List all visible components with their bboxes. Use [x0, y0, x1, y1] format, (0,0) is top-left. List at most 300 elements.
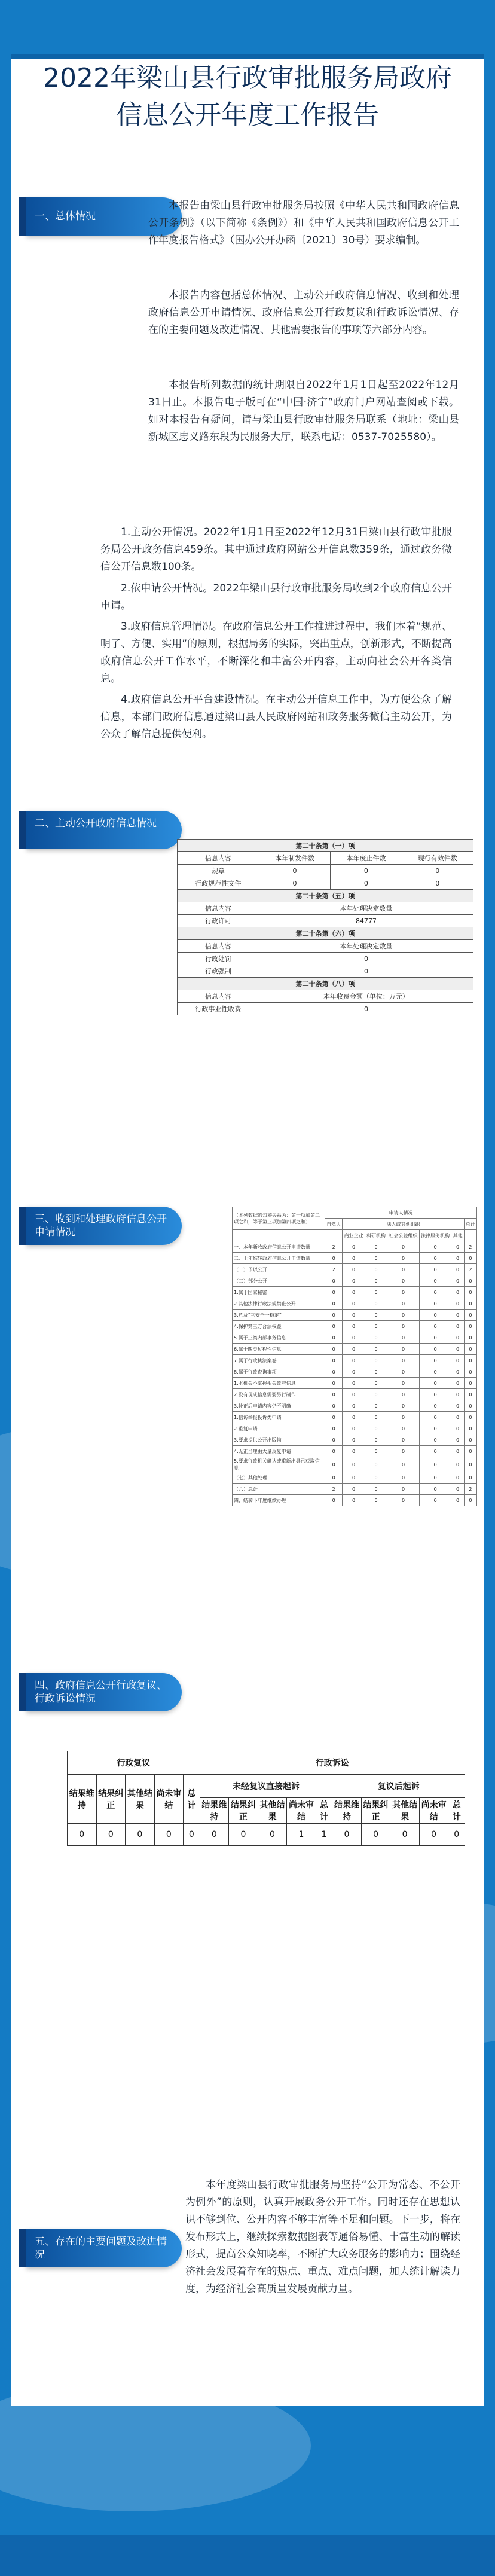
table-cell: 0	[451, 1400, 464, 1412]
table-cell: 0	[387, 1332, 420, 1344]
table-cell: 0	[464, 1434, 476, 1446]
table-cell: 0	[365, 1400, 387, 1412]
table-cell: 0	[343, 1287, 365, 1298]
table-cell: 0	[343, 1446, 365, 1457]
table-cell: 0	[451, 1412, 464, 1423]
table-cell: 0	[365, 1472, 387, 1484]
row-label: 3.要求提供公开出版物	[233, 1434, 325, 1446]
table-cell: 0	[343, 1321, 365, 1332]
table-cell: 0	[365, 1495, 387, 1506]
table-section-header: 第二十条第（五）项	[178, 890, 473, 902]
table-cell: 0	[325, 1412, 343, 1423]
table-cell: 0	[451, 1310, 464, 1321]
table-cell: 0	[325, 1400, 343, 1412]
overview-paragraph: 3.政府信息管理情况。在政府信息公开工作推进过程中，我们本着“规范、明了、方便、实用”的原则，根据局务的实际，突出重点，创新形式，不断提高政府信息公开工作水平，不断深化和丰富公开内容，主动向社会公开各类信息。	[100, 621, 452, 685]
table-cell: 0	[464, 1412, 476, 1423]
table-cell: 0	[325, 1321, 343, 1332]
column-header: 本年制发件数	[259, 852, 330, 865]
column-header: 总计	[316, 1798, 332, 1824]
table-row	[233, 1310, 477, 1321]
table-cell: 行政事业性收费	[178, 1003, 259, 1015]
table-cell: 0	[331, 865, 402, 877]
table-cell: 0	[343, 1484, 365, 1495]
table-cell: 0	[365, 1310, 387, 1321]
table-cell: 2	[464, 1264, 476, 1275]
table-cell: 0	[464, 1287, 476, 1298]
column-header: 本年废止件数	[331, 852, 402, 865]
table-cell: 84777	[259, 915, 473, 927]
table-cell: 0	[419, 1298, 451, 1310]
table-row	[233, 1495, 477, 1506]
table-cell: 0	[451, 1287, 464, 1298]
table-row	[233, 1484, 477, 1495]
table-row	[233, 1344, 477, 1355]
intro-paragraph: 本报告内容包括总体情况、主动公开政府信息情况、收到和处理政府信息公开申请情况、政府信息公开行政复议和行政诉讼情况、存在的主要问题及改进情况、其他需要报告的事项等六部分内容。	[148, 289, 459, 336]
table-cell: 0	[387, 1457, 420, 1472]
row-label: 5.属于三类内部事务信息	[233, 1332, 325, 1344]
table-cell: 0	[448, 1824, 465, 1846]
intro-paragraph: 本报告由梁山县行政审批服务局按照《中华人民共和国政府信息公开条例》（以下简称《条例》）和《中华人民共和国政府信息公开工作年度报告格式》（国办公开办函〔2021〕30号）要求编制。	[148, 200, 459, 246]
row-label: （一）予以公开	[233, 1264, 325, 1275]
row-label: 5.要求行政机关确认或重新出具已获取信息	[233, 1457, 325, 1472]
table-cell: 0	[419, 1355, 451, 1366]
table-cell: 0	[387, 1400, 420, 1412]
table-cell: 0	[325, 1332, 343, 1344]
table-cell: 0	[419, 1484, 451, 1495]
table-cell: 0	[68, 1824, 97, 1846]
column-header: 商业企业	[343, 1230, 365, 1241]
table-cell: 0	[464, 1400, 476, 1412]
table-corner-note: （本列数据的勾稽关系为：第一项加第二项之和，等于第三项加第四项之和）	[233, 1207, 325, 1230]
table-cell: 0	[325, 1366, 343, 1378]
table-cell: 0	[419, 1457, 451, 1472]
column-header: 结果纠正	[361, 1798, 390, 1824]
row-label: 2.重复申请	[233, 1423, 325, 1434]
table-row	[233, 1446, 477, 1457]
overview-paragraph: 4.政府信息公开平台建设情况。在主动公开信息工作中，为方便公众了解信息，本部门政府信息通过梁山县人民政府网站和政务服务微信主动公开，为公众了解信息提供便利。	[100, 694, 452, 740]
table-cell: 0	[361, 1824, 390, 1846]
table-cell: 0	[343, 1310, 365, 1321]
table-cell: 0	[365, 1241, 387, 1253]
table-cell: 0	[451, 1472, 464, 1484]
table-cell: 0	[464, 1423, 476, 1434]
table-cell: 0	[259, 865, 330, 877]
row-label: 6.属于四类过程性信息	[233, 1344, 325, 1355]
table-cell: 0	[464, 1332, 476, 1344]
table-cell: 0	[343, 1366, 365, 1378]
table-cell: 0	[325, 1389, 343, 1400]
table-cell: 0	[387, 1412, 420, 1423]
table-cell: 0	[325, 1344, 343, 1355]
table-cell: 0	[451, 1389, 464, 1400]
table-row	[233, 1321, 477, 1332]
table-cell: 0	[343, 1423, 365, 1434]
table-cell: 0	[325, 1378, 343, 1389]
column-header: 法律服务机构	[419, 1230, 451, 1241]
table-cell: 0	[419, 1253, 451, 1264]
column-header: 本年收费金额（单位：万元）	[259, 990, 473, 1003]
table-cell: 0	[419, 1472, 451, 1484]
table-cell: 0	[365, 1344, 387, 1355]
table-cell: 0	[464, 1275, 476, 1287]
table-row	[178, 865, 473, 877]
table-cell: 0	[365, 1457, 387, 1472]
table-cell: 0	[343, 1253, 365, 1264]
column-header: 总计	[448, 1798, 465, 1824]
column-header: 结果纠正	[96, 1775, 126, 1824]
table-cell: 0	[464, 1355, 476, 1366]
table-cell: 0	[184, 1824, 200, 1846]
table-cell	[233, 1230, 325, 1241]
table-cell: 0	[343, 1412, 365, 1423]
table-row	[233, 1275, 477, 1287]
column-group-header: 复议后起诉	[332, 1775, 465, 1798]
table-cell: 0	[464, 1344, 476, 1355]
table-cell: 0	[451, 1264, 464, 1275]
column-header: 现行有效件数	[402, 852, 473, 865]
intro-paragraph: 本报告所列数据的统计期限自2022年1月1日起至2022年12月31日止。本报告电子版可在“中国·济宁”政府门户网站查阅或下载。如对本报告有疑问，请与梁山县行政审批服务局联系（地址：梁山县新城区忠义路东段为民服务大厅，联系电话：0537-7025580）。	[148, 379, 459, 443]
table-cell: 0	[419, 1412, 451, 1423]
table-cell: 0	[387, 1389, 420, 1400]
column-header	[464, 1230, 476, 1241]
footer-bar	[0, 2535, 495, 2576]
table-cell: 0	[387, 1446, 420, 1457]
table-row	[233, 1264, 477, 1275]
table-cell: 0	[325, 1298, 343, 1310]
table-cell: 2	[325, 1484, 343, 1495]
table-cell: 0	[451, 1366, 464, 1378]
column-header: 尚未审结	[287, 1798, 316, 1824]
table-cell: 0	[387, 1355, 420, 1366]
table-cell: 0	[387, 1378, 420, 1389]
table-cell: 0	[464, 1366, 476, 1378]
column-header: 结果维持	[200, 1798, 229, 1824]
table-cell: 0	[343, 1389, 365, 1400]
table-cell: 0	[325, 1446, 343, 1457]
column-header: 自然人	[325, 1219, 343, 1230]
problems-paragraph: 本年度梁山县行政审批服务局坚持“公开为常态、不公开为例外”的原则，认真开展政务公开工作。同时还存在思想认识不够到位、公开内容不够丰富等不足和问题。下一步，将在发布形式上，继续探索数据图表等通俗易懂、丰富生动的解读形式，提高公众知晓率，不断扩大政务服务的影响力；围绕经济社会发展着存在的热点、重点、难点问题，加大统计解读力度，为经济社会高质量发展贡献力量。	[185, 2179, 460, 2295]
table-row	[233, 1355, 477, 1366]
table-cell: 0	[464, 1446, 476, 1457]
table-cell: 0	[419, 1344, 451, 1355]
table-cell: 0	[343, 1495, 365, 1506]
table-cell: 0	[343, 1472, 365, 1484]
section-tab-problems: 五、存在的主要问题及改进情况	[26, 2229, 182, 2267]
row-label: 2.其他法律行政法规禁止公开	[233, 1298, 325, 1310]
table-row	[233, 1400, 477, 1412]
table-cell: 0	[259, 1003, 473, 1015]
table-cell: 0	[419, 1400, 451, 1412]
table-cell: 1	[316, 1824, 332, 1846]
row-label: 4.保护第三方合法权益	[233, 1321, 325, 1332]
column-header: 结果纠正	[229, 1798, 258, 1824]
table-cell: 0	[387, 1241, 420, 1253]
table-cell: 0	[451, 1332, 464, 1344]
column-header: 尚未审结	[154, 1775, 184, 1824]
table-cell: 0	[365, 1275, 387, 1287]
table-row	[233, 1332, 477, 1344]
table-row	[178, 953, 473, 965]
table-cell: 0	[365, 1298, 387, 1310]
table-cell: 行政处罚	[178, 953, 259, 965]
column-header: 总计	[184, 1775, 200, 1824]
row-label: 8.属于行政查询事项	[233, 1366, 325, 1378]
table-cell: 0	[402, 865, 473, 877]
table-cell: 0	[402, 877, 473, 890]
table-cell: 0	[419, 1321, 451, 1332]
page-title: 2022年梁山县行政审批服务局政府	[43, 63, 452, 93]
row-label: 4.无正当理由大量反复申请	[233, 1446, 325, 1457]
table-cell: 0	[419, 1275, 451, 1287]
table-cell: 0	[451, 1378, 464, 1389]
table-cell: 1	[287, 1824, 316, 1846]
table-cell: 0	[343, 1344, 365, 1355]
table-cell: 0	[325, 1275, 343, 1287]
table-cell: 0	[154, 1824, 184, 1846]
review-litigation-table	[67, 1751, 465, 1846]
column-header: 其他结果	[258, 1798, 287, 1824]
table-cell: 0	[325, 1355, 343, 1366]
table-cell: 0	[343, 1298, 365, 1310]
table-cell: 0	[365, 1355, 387, 1366]
column-header: 其他结果	[126, 1775, 155, 1824]
table-cell: 0	[365, 1264, 387, 1275]
table-cell: 2	[325, 1241, 343, 1253]
column-header: 信息内容	[178, 852, 259, 865]
table-cell: 0	[325, 1310, 343, 1321]
column-header: 总计	[464, 1219, 476, 1230]
section-tab-overview: 一、总体情况	[26, 197, 182, 236]
table-section-header: 第二十条第（一）项	[178, 840, 473, 852]
table-cell: 0	[451, 1423, 464, 1434]
table-cell: 0	[200, 1824, 229, 1846]
table-cell: 0	[419, 1366, 451, 1378]
table-cell: 0	[331, 877, 402, 890]
table-cell: 0	[464, 1457, 476, 1472]
table-cell: 0	[464, 1253, 476, 1264]
table-cell: 行政规范性文件	[178, 877, 259, 890]
table-cell: 0	[464, 1495, 476, 1506]
overview-paragraph: 1.主动公开情况。2022年1月1日至2022年12月31日梁山县行政审批服务局公开政务信息459条。其中通过政府网站公开信息数359条，通过政务微信公开信息数100条。	[100, 526, 452, 573]
table-cell: 0	[259, 953, 473, 965]
table-cell: 0	[464, 1378, 476, 1389]
table-row	[68, 1824, 465, 1846]
table-cell: 行政强制	[178, 965, 259, 978]
table-cell: 0	[343, 1332, 365, 1344]
row-label: 四、结转下年度继续办理	[233, 1495, 325, 1506]
table-row	[233, 1241, 477, 1253]
table-row	[233, 1457, 477, 1472]
table-cell: 0	[365, 1434, 387, 1446]
table-cell: 0	[387, 1275, 420, 1287]
table-cell: 0	[325, 1287, 343, 1298]
table-cell: 0	[464, 1389, 476, 1400]
table-row	[178, 877, 473, 890]
table-cell: 0	[419, 1378, 451, 1389]
table-cell: 0	[387, 1287, 420, 1298]
page-subtitle: 信息公开年度工作报告	[116, 100, 379, 130]
table-cell: 2	[464, 1484, 476, 1495]
table-cell: 0	[464, 1298, 476, 1310]
table-cell: 0	[451, 1495, 464, 1506]
table-cell: 0	[387, 1321, 420, 1332]
row-label: （七）其他处理	[233, 1472, 325, 1484]
table-cell: 0	[258, 1824, 287, 1846]
table-section-header: 第二十条第（八）项	[178, 978, 473, 990]
table-cell: 0	[325, 1472, 343, 1484]
column-group-header: 申请人情况	[325, 1207, 477, 1219]
table-row	[233, 1472, 477, 1484]
table-cell: 0	[343, 1378, 365, 1389]
table-cell: 0	[451, 1344, 464, 1355]
table-row	[233, 1423, 477, 1434]
table-cell: 0	[365, 1389, 387, 1400]
column-header: 信息内容	[178, 990, 259, 1003]
table-cell: 0	[464, 1472, 476, 1484]
table-cell: 0	[343, 1241, 365, 1253]
table-cell: 0	[387, 1310, 420, 1321]
table-cell: 0	[387, 1495, 420, 1506]
table-cell: 0	[451, 1355, 464, 1366]
table-cell: 0	[343, 1275, 365, 1287]
table-cell: 0	[259, 965, 473, 978]
table-cell: 0	[451, 1434, 464, 1446]
row-label: 1.信访举报投诉类申请	[233, 1412, 325, 1423]
table-row	[233, 1412, 477, 1423]
table-cell: 0	[419, 1310, 451, 1321]
table-cell: 0	[464, 1321, 476, 1332]
row-label: 1.本机关不掌握相关政府信息	[233, 1378, 325, 1389]
overview-paragraph: 2.依申请公开情况。2022年梁山县行政审批服务局收到2个政府信息公开申请。	[100, 582, 452, 612]
column-header: 本年处理决定数量	[259, 902, 473, 915]
table-row	[178, 965, 473, 978]
column-header: 其他	[451, 1230, 464, 1241]
table-cell: 0	[451, 1321, 464, 1332]
table-cell: 0	[365, 1321, 387, 1332]
table-cell: 0	[451, 1484, 464, 1495]
table-section-header: 第二十条第（六）项	[178, 927, 473, 940]
column-header: 信息内容	[178, 902, 259, 915]
table-cell: 0	[387, 1366, 420, 1378]
table-cell: 0	[390, 1824, 420, 1846]
column-group-header: 未经复议直接起诉	[200, 1775, 332, 1798]
table-cell: 0	[343, 1355, 365, 1366]
table-cell: 0	[387, 1344, 420, 1355]
table-row	[233, 1378, 477, 1389]
column-header: 本年处理决定数量	[259, 940, 473, 953]
table-cell: 0	[419, 1495, 451, 1506]
section-tab-review-litigation: 四、政府信息公开行政复议、行政诉讼情况	[26, 1673, 182, 1711]
table-cell: 0	[332, 1824, 362, 1846]
table-row	[233, 1287, 477, 1298]
table-cell: 0	[325, 1495, 343, 1506]
column-group-header: 行政诉讼	[200, 1751, 465, 1775]
table-cell: 0	[419, 1824, 448, 1846]
column-header	[325, 1230, 343, 1241]
column-group-header: 法人或其他组织	[343, 1219, 464, 1230]
table-row	[178, 1003, 473, 1015]
row-label: 3.补正后申请内容仍不明确	[233, 1400, 325, 1412]
row-label: （八）总计	[233, 1484, 325, 1495]
table-cell: 0	[343, 1434, 365, 1446]
table-cell: 0	[365, 1484, 387, 1495]
active-disclosure-table	[177, 839, 473, 1015]
column-header: 信息内容	[178, 940, 259, 953]
table-row	[233, 1389, 477, 1400]
row-label: 2.没有现成信息需要另行制作	[233, 1389, 325, 1400]
table-cell: 0	[419, 1423, 451, 1434]
table-cell: 0	[387, 1264, 420, 1275]
table-cell: 0	[387, 1472, 420, 1484]
table-row	[233, 1434, 477, 1446]
table-cell: 0	[229, 1824, 258, 1846]
column-group-header: 行政复议	[68, 1751, 200, 1775]
section-tab-active-disclosure: 二、主动公开政府信息情况	[26, 811, 182, 849]
column-header: 尚未审结	[419, 1798, 448, 1824]
row-label: 一、本年新收政府信息公开申请数量	[233, 1241, 325, 1253]
row-label: （二）部分公开	[233, 1275, 325, 1287]
table-cell: 0	[365, 1366, 387, 1378]
row-label: 7.属于行政执法案卷	[233, 1355, 325, 1366]
table-cell: 0	[387, 1484, 420, 1495]
table-cell: 0	[387, 1253, 420, 1264]
row-label: 1.属于国家秘密	[233, 1287, 325, 1298]
table-cell: 0	[387, 1298, 420, 1310]
column-header: 社会公益组织	[387, 1230, 420, 1241]
table-cell: 0	[365, 1446, 387, 1457]
table-cell: 0	[387, 1423, 420, 1434]
table-cell: 0	[419, 1332, 451, 1344]
table-cell: 2	[464, 1241, 476, 1253]
table-row	[233, 1366, 477, 1378]
table-cell: 规章	[178, 865, 259, 877]
table-cell: 0	[419, 1446, 451, 1457]
table-cell: 0	[343, 1400, 365, 1412]
column-header: 结果维持	[68, 1775, 97, 1824]
table-cell: 0	[451, 1298, 464, 1310]
table-cell: 0	[325, 1253, 343, 1264]
table-cell: 0	[126, 1824, 155, 1846]
table-cell: 0	[325, 1457, 343, 1472]
table-cell: 0	[451, 1253, 464, 1264]
table-cell: 0	[259, 877, 330, 890]
column-header: 结果维持	[332, 1798, 362, 1824]
table-row	[233, 1253, 477, 1264]
row-label: 二、上年结转政府信息公开申请数量	[233, 1253, 325, 1264]
table-cell: 0	[365, 1423, 387, 1434]
section-tab-applications: 三、收到和处理政府信息公开申请情况	[26, 1207, 182, 1245]
table-cell: 0	[365, 1378, 387, 1389]
table-cell: 0	[419, 1434, 451, 1446]
column-header: 其他结果	[390, 1798, 420, 1824]
table-cell: 0	[96, 1824, 126, 1846]
column-header: 科研机构	[365, 1230, 387, 1241]
table-cell: 0	[451, 1457, 464, 1472]
table-cell: 0	[365, 1287, 387, 1298]
row-label: 3.危及“三安全一稳定”	[233, 1310, 325, 1321]
table-cell: 2	[325, 1264, 343, 1275]
table-cell: 0	[365, 1412, 387, 1423]
table-cell: 0	[343, 1457, 365, 1472]
table-cell: 0	[365, 1253, 387, 1264]
applications-table	[232, 1207, 477, 1506]
table-row	[178, 915, 473, 927]
table-cell: 0	[419, 1389, 451, 1400]
table-cell: 0	[419, 1241, 451, 1253]
table-row	[233, 1298, 477, 1310]
table-cell: 0	[464, 1310, 476, 1321]
table-cell: 0	[365, 1332, 387, 1344]
